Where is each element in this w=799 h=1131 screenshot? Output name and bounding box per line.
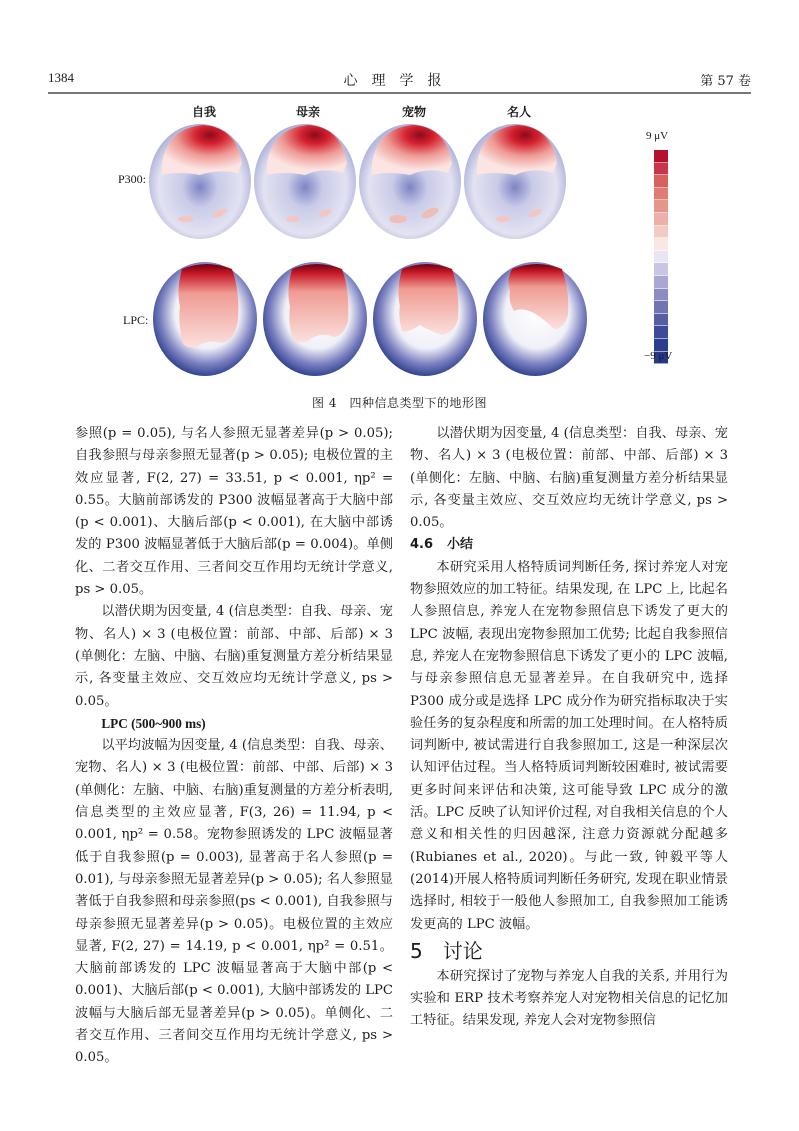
topomap-p300-mother — [253, 123, 357, 240]
colorbar-step — [654, 200, 668, 213]
paragraph: 以平均波幅为因变量, 4 (信息类型：自我、母亲、宠物、名人) × 3 (电极位置：前部、中部、后部) × 3 (单侧化：左脑、中脑、右脑)重复测量的方差分析表明, 信息类型的主效应显著, F(3, 26) = 11.94, p < 0.001, ηp² = 0.58。宠物参照诱发的 LPC 波幅显著低于自我参照(p = 0.003), 显著高于名人参照(p = 0.01), 与母亲参照无显著差异(p > 0.05); 名人参照显著低于自我参照和母亲参照(ps < 0.001), 自我参照与母亲参照无显著差异(p > 0.05)。电极位置的主效应显著, F(2, 27) = 14.19, p < 0.001, ηp² = 0.51。大脑前部诱发的 LPC 波幅显著高于大脑中部(p < 0.001)、大脑后部(p < 0.001), 大脑中部诱发的 LPC 波幅与大脑后部无显著差异(p > 0.05)。单侧化、二者交互作用、三者间交互作用均无统计学意义, ps > 0.05。 — [75, 738, 393, 1066]
colorbar-step — [654, 289, 668, 302]
topomap-lpc-pet — [372, 261, 478, 377]
paragraph: 以潜伏期为因变量, 4 (信息类型：自我、母亲、宠物、名人) × 3 (电极位置：前部、中部、后部) × 3 (单侧化：左脑、中脑、右脑)重复测量方差分析结果显示, 各变量主效应、交互效应均无统计学意义, ps > 0.05。 — [75, 604, 393, 709]
paragraph: 参照(p = 0.05), 与名人参照无显著差异(p > 0.05); 自我参照与母亲参照无显著(p > 0.05); 电极位置的主效应显著, F(2, 27) = 33.51, p < 0.001, ηp² = 0.55。大脑前部诱发的 P300 波幅显著高于大脑中部(p < 0.001)、大脑后部(p < 0.001), 在大脑中部诱发的 P300 波幅显著低于大脑后部(p = 0.004)。单侧化、二者交互作用、三者间交互作用均无统计学意义, ps > 0.05。 — [75, 426, 393, 598]
row-label-p300: P300: — [118, 172, 147, 186]
colorbar-step — [654, 238, 668, 251]
header-divider — [48, 92, 751, 94]
row-label-lpc: LPC: — [123, 313, 149, 327]
colorbar-step — [654, 263, 668, 276]
figure-4-topomaps — [0, 96, 799, 416]
topomap-lpc-celebrity — [482, 261, 588, 377]
colorbar-step — [654, 326, 668, 339]
colorbar-max-label: 9 μV — [646, 130, 669, 142]
colorbar-step — [654, 188, 668, 201]
section-heading-4-6 — [410, 534, 728, 556]
colorbar-step — [654, 213, 668, 226]
colorbar-min-label: −9 μV — [644, 350, 673, 362]
paragraph: 本研究采用人格特质词判断任务, 探讨养宠人对宠物参照效应的加工特征。结果发现, 在 LPC 上, 比起名人参照信息, 养宠人在宠物参照信息下诱发了更大的 LPC 波幅, 表现出宠物参照加工优势; 比起自我参照信息, 养宠人在宠物参照信息下诱发了更小的 LPC 波幅, 与母亲参照信息无显著差异。在自我研究中, 选择 P300 成分或是选择 LPC 成分作为研究指标取决于实验任务的复杂程度和所需的加工处理时间。在人格特质词判断中, 被试需进行自我参照加工, 这是一种深层次认知评估过程。当人格特质词判断较困难时, 被试需要更多时间来评估和决策, 这可能导致 LPC 成分的激活。LPC 反映了认知评价过程, 对自我相关信息的个人意义和相关性的归因越深, 注意力资源就分配越多 (Rubianes et al., 2020)。与此一致, 钟毅平等人(2014)开展人格特质词判断任务研究, 发现在职业情景选择时, 相较于一般他人参照加工, 自我参照加工能诱发更高的 LPC 波幅。 — [410, 559, 728, 932]
colorbar-step — [654, 314, 668, 327]
colorbar-step — [654, 226, 668, 239]
topomap-lpc-self — [152, 261, 258, 377]
colorbar-step — [654, 251, 668, 264]
topomap-lpc-mother — [262, 261, 368, 377]
page-number: 1384 — [48, 70, 74, 85]
topomap-p300-self — [148, 123, 252, 240]
subsection-heading-lpc: LPC (500~900 ms) — [101, 715, 206, 731]
colorbar-step — [654, 150, 668, 163]
column-label-celebrity: 名人 — [506, 105, 531, 119]
left-column — [75, 423, 393, 1070]
section-title: 小结 — [447, 537, 474, 553]
column-label-pet: 宠物 — [401, 105, 426, 119]
section-heading-5 — [410, 936, 728, 966]
colorbar-step — [654, 163, 668, 176]
colorbar — [654, 150, 668, 364]
paragraph: 以潜伏期为因变量, 4 (信息类型：自我、母亲、宠物、名人) × 3 (电极位置：前部、中部、后部) × 3 (单侧化：左脑、中脑、右脑)重复测量方差分析结果显示, 各变量主效应、交互效应均无统计学意义, ps > 0.05。 — [410, 426, 728, 531]
topomap-p300-pet — [358, 123, 462, 240]
chapter-title: 讨论 — [442, 938, 483, 963]
colorbar-step — [654, 175, 668, 188]
topomap-p300-celebrity — [463, 123, 567, 240]
colorbar-step — [654, 276, 668, 289]
figure-caption: 图 4 四种信息类型下的地形图 — [312, 396, 487, 410]
volume-label: 第 57 卷 — [700, 74, 751, 89]
right-column — [410, 423, 728, 1033]
running-header — [48, 70, 751, 92]
colorbar-step — [654, 301, 668, 314]
column-label-self: 自我 — [191, 105, 216, 119]
section-number: 4.6 — [410, 537, 434, 553]
column-label-mother: 母亲 — [295, 105, 320, 119]
paragraph: 本研究探讨了宠物与养宠人自我的关系, 并用行为实验和 ERP 技术考察养宠人对宠物相关信息的记忆加工特征。结果发现, 养宠人会对宠物参照信 — [410, 968, 728, 1029]
chapter-number: 5 — [410, 938, 423, 963]
journal-title: 心理学报 — [343, 73, 456, 89]
